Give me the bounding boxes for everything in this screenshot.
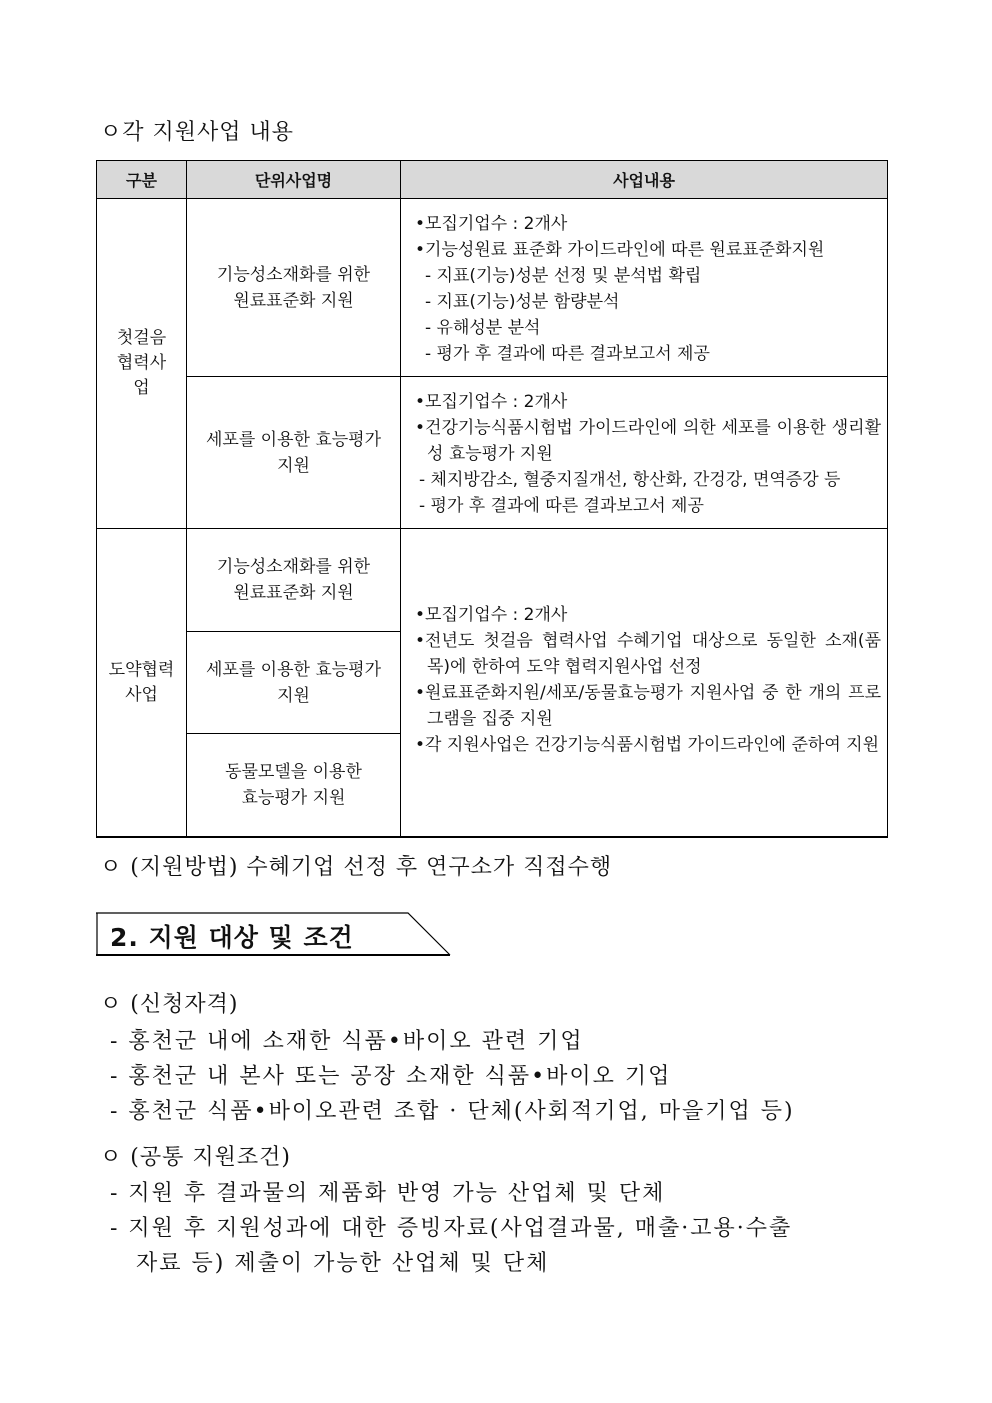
list-item: - 체지방감소, 혈중지질개선, 항산화, 간겅강, 면역증강 등 — [419, 469, 841, 490]
list-item: - 평가 후 결과에 따른 결과보고서 제공 — [419, 495, 704, 516]
header-unit-name: 단위사업명 — [187, 161, 401, 199]
category-label: 첫걸음 협력사업 — [116, 328, 167, 398]
list-item: - 지원 후 지원성과에 대한 증빙자료(사업결과물, 매출·고용·수출 — [110, 1216, 793, 1241]
unit-label: 세포를 이용한 효능평가 지원 — [205, 429, 382, 476]
list-item: - 홍천군 내 본사 또는 공장 소재한 식품•바이오 기업 — [110, 1064, 672, 1089]
conditions-heading: ㅇ (공통 지원조건) — [100, 1145, 291, 1170]
list-item: •전년도 첫걸음 협력사업 수혜기업 대상으로 동일한 소재(품목)에 한하여 도약 협력지원사업 선정 — [415, 630, 881, 677]
unit-cell — [187, 529, 401, 632]
section-2-header — [96, 912, 456, 956]
list-item: •건강기능식품시험법 가이드라인에 의한 세포를 이용한 생리활성 효능평가 지원 — [415, 417, 881, 464]
table-row — [97, 529, 888, 632]
list-item: - 평가 후 결과에 따른 결과보고서 제공 — [425, 343, 710, 364]
unit-cell — [187, 199, 401, 377]
list-item: - 홍천군 식품•바이오관련 조합 · 단체(사회적기업, 마을기업 등) — [110, 1099, 795, 1124]
list-item: - 지원 후 결과물의 제품화 반영 가능 산업체 및 단체 — [110, 1181, 666, 1206]
support-method-text: ㅇ (지원방법) 수혜기업 선정 후 연구소가 직접수행 — [100, 855, 613, 880]
table-row — [97, 377, 888, 529]
category-label: 도약협력 사업 — [108, 659, 175, 705]
content-cell — [401, 199, 888, 377]
list-item: - 지표(기능)성분 선정 및 분석법 확립 — [425, 265, 702, 286]
list-item: •원료표준화지원/세포/동물효능평가 지원사업 중 한 개의 프로그램을 집중 지원 — [415, 682, 881, 729]
list-item: - 유해성분 분석 — [425, 317, 541, 338]
content-cell — [401, 529, 888, 837]
unit-label: 기능성소재화를 위한 원료표준화 지원 — [216, 557, 371, 603]
category-cell-leap — [97, 529, 187, 837]
list-item: •모집기업수 : 2개사 — [415, 213, 568, 234]
list-item: - 홍천군 내에 소재한 식품•바이오 관련 기업 — [110, 1029, 584, 1054]
list-item: - 지표(기능)성분 함량분석 — [425, 291, 620, 312]
unit-cell — [187, 734, 401, 837]
unit-cell — [187, 632, 401, 734]
qualification-heading: ㅇ (신청자격) — [100, 992, 239, 1017]
unit-label: 기능성소재화를 위한 원료표준화 지원 — [216, 264, 371, 311]
content-cell — [401, 377, 888, 529]
list-item: •모집기업수 : 2개사 — [415, 391, 568, 412]
header-content: 사업내용 — [401, 161, 888, 199]
list-item: 자료 등) 제출이 가능한 산업체 및 단체 — [136, 1251, 550, 1276]
unit-cell — [187, 377, 401, 529]
section-2-title: 2. 지원 대상 및 조건 — [110, 923, 354, 952]
support-program-table — [96, 160, 888, 837]
header-category: 구분 — [97, 161, 187, 199]
list-item: •기능성원료 표준화 가이드라인에 따른 원료표준화지원 — [415, 239, 825, 260]
unit-label: 동물모델을 이용한 효능평가 지원 — [225, 762, 362, 808]
list-item: •모집기업수 : 2개사 — [415, 604, 568, 625]
category-cell-first-step — [97, 199, 187, 529]
table-row — [97, 199, 888, 377]
section-heading-support-content: ㅇ각 지원사업 내용 — [100, 120, 295, 145]
table-header-row — [97, 161, 888, 199]
list-item: •각 지원사업은 건강기능식품시험법 가이드라인에 준하여 지원 — [415, 734, 880, 755]
unit-label: 세포를 이용한 효능평가 지원 — [205, 659, 382, 706]
